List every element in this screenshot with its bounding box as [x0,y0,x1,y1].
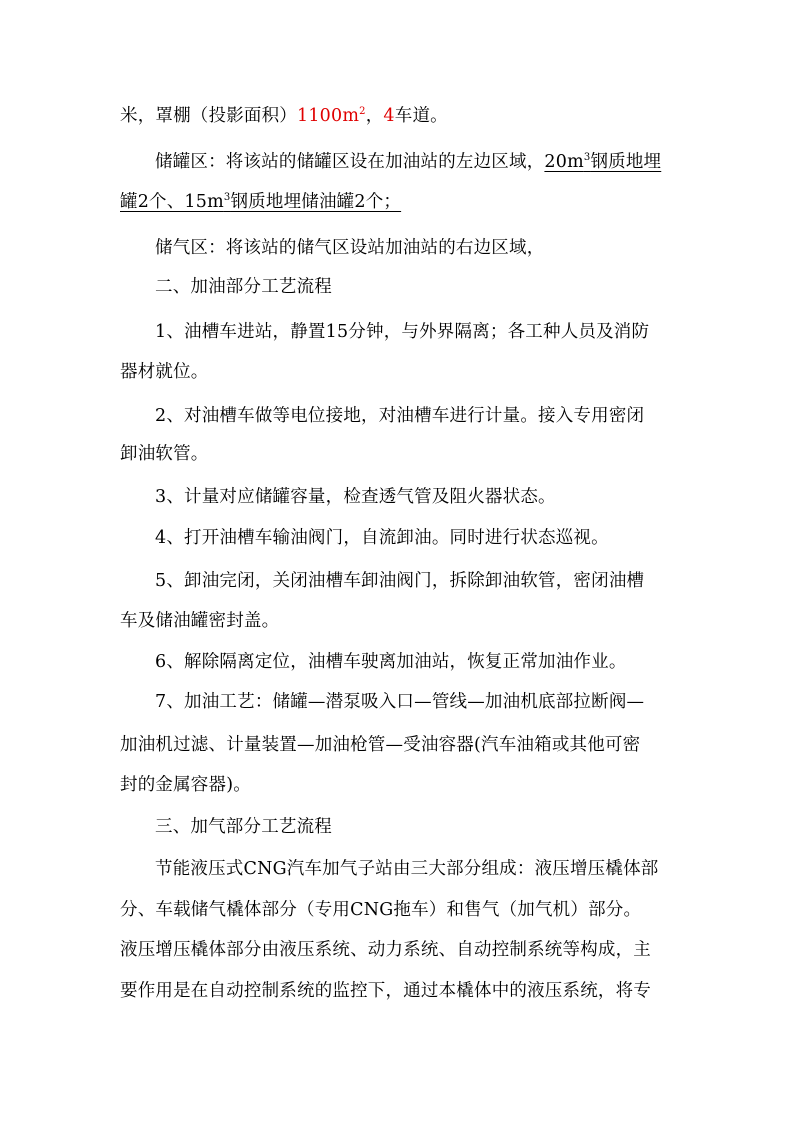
paragraph-line-11: 4、打开油槽车输油阀门，自流卸油。同时进行状态巡视。 [155,528,609,548]
paragraph-line-7: 器材就位。 [120,362,209,382]
paragraph-line-1: 米，罩棚（投影面积）$1100m^2$，4车道。 [120,106,448,126]
paragraph-line-9: 卸油软管。 [120,444,209,464]
paragraph-line-4: 储气区：将该站的储气区设站加油站的右边区域， [155,238,545,258]
paragraph-line-3 [120,190,680,214]
tank-spec-underlined: $20m^3$钢质地埋 [544,152,662,172]
paragraph-line-19: 节能液压式CNG汽车加气子站由三大部分组成：液压增压橇体部 [155,859,659,879]
paragraph-line-8: 2、对油槽车做等电位接地，对油槽车进行计量。接入专用密闭 [155,406,645,426]
paragraph-line-21: 液压增压橇体部分由液压系统、动力系统、自动控制系统等构成，主 [120,940,651,960]
paragraph-line-22: 要作用是在自动控制系统的监控下，通过本橇体中的液压系统，将专 [120,981,651,1001]
paragraph-line-16: 加油机过滤、计量装置—加油枪管—受油容器(汽车油箱或其他可密 [120,735,641,755]
paragraph-line-2: 储罐区：将该站的储罐区设在加油站的左边区域，$20m^3$钢质地埋 [155,152,662,172]
tank-spec-underlined-continued: 罐2个、$15m^3$钢质地埋储油罐2个； [120,192,402,212]
paragraph-line-13: 车及储油罐密封盖。 [120,611,280,631]
paragraph-line-10: 3、计量对应储罐容量，检查透气管及阻火器状态。 [155,487,556,507]
paragraph-line-14: 6、解除隔离定位，油槽车驶离加油站，恢复正常加油作业。 [155,652,627,672]
paragraph-line-6: 1、油槽车进站，静置15分钟，与外界隔离；各工种人员及消防 [155,322,650,342]
lane-count-value: 4 [383,106,395,126]
canopy-area-value: $1100m^2$ [297,106,366,126]
section-heading-refuel: 二、加油部分工艺流程 [155,277,332,297]
paragraph-line-20: 分、车载储气橇体部分（专用CNG拖车）和售气（加气机）部分。 [120,900,642,920]
section-heading-gas: 三、加气部分工艺流程 [155,817,332,837]
paragraph-line-17: 封的金属容器)。 [120,775,251,795]
paragraph-line-15: 7、加油工艺：储罐—潜泵吸入口—管线—加油机底部拉断阀— [155,692,645,712]
paragraph-line-12: 5、卸油完闭，关闭油槽车卸油阀门，拆除卸油软管，密闭油槽 [155,571,645,591]
